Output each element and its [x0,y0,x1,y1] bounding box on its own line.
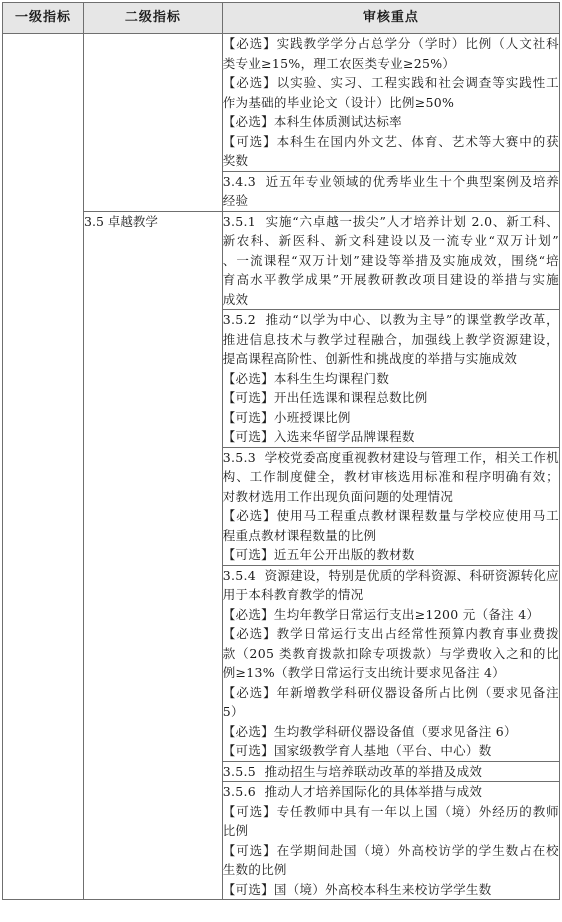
focus-line: 3.5.5 推动招生与培养联动改革的举措及成效 [222,763,483,779]
focus-line: 5） [222,704,244,719]
focus-line: 构、工作制度健全，教材审核选用标准和程序明确有效； [222,469,559,484]
audit-table [2,2,560,900]
table-row [3,211,560,310]
focus-line: 【必选】生均年教学日常运行支出≥1200 元（备注 4） [222,606,540,622]
focus-line: 【可选】国（境）外高校本科生来校访学学生数 [222,881,492,897]
focus-line: 【必选】年新增教学科研仪器设备所占比例（要求见备注 [222,684,559,700]
focus-line: 提高课程高阶性、创新性和挑战度的举措与实施成效 [222,351,518,366]
table-row [3,34,560,172]
level2-cell [84,34,223,212]
focus-line: 【必选】生均教学科研仪器设备值（要求见备注 6） [222,723,517,739]
focus-line: 【可选】本科生在国内外文艺、体育、艺术等大赛中的获 [222,133,559,149]
focus-cell [222,447,559,565]
focus-line: 【必选】本科生生均课程门数 [222,370,390,386]
focus-line: 3.4.3 近五年专业领域的优秀毕业生十个典型案例及培养 [222,173,559,189]
focus-line: 比例 [222,823,249,838]
focus-line: 3.5.1 实施“六卓越一拔尖”人才培养计划 2.0、新工科、 [222,213,559,229]
focus-line: 【可选】专任教师中具有一年以上国（境）外经历的教师 [222,803,559,819]
header-focus: 审核重点 [222,3,559,34]
focus-line: 【必选】教学日常运行支出占经常性预算内教育事业费拨 [222,626,559,641]
focus-line: 【必选】使用马工程重点教材课程数量与学校应使用马工 [222,508,559,523]
focus-line: 推进信息技术与教学过程融合，加强线上教学资源建设， [222,331,559,347]
focus-line: 【可选】国家级教学育人基地（平台、中心）数 [222,743,492,758]
focus-cell [222,211,559,310]
focus-cell [222,761,559,782]
focus-line: 类专业≥15%，理工农医类专业≥25%） [222,55,456,71]
focus-line: 【必选】本科生体质测试达标率 [222,114,402,129]
focus-line: 新农科、新医科、新文科建设以及一流专业“双万计划” [222,233,559,248]
table-body [3,34,560,900]
focus-cell [222,171,559,211]
focus-line: 生数的比例 [222,862,287,877]
header-level1: 一级指标 [3,3,84,34]
focus-line: 【可选】入选来华留学品牌课程数 [222,429,415,444]
focus-line: 3.5.3 学校党委高度重视教材建设与管理工作，相关工作机 [222,449,559,465]
focus-cell [222,310,559,448]
level2-cell: 3.5 卓越教学 [84,211,223,900]
header-level2: 二级指标 [84,3,223,34]
focus-line: 育高水平教学成果”开展教研教改项目建设的举措与实施 [222,272,559,287]
focus-line: 成效 [222,291,249,307]
focus-line: 程重点教材课程数量的比例 [222,527,377,543]
focus-line: 款（205 类教育拨款扣除专项拨款）与学费收入之和的比 [222,645,559,661]
focus-line: 3.5.4 资源建设，特别是优质的学科资源、科研资源转化应 [222,567,559,583]
focus-line: 【可选】小班授课比例 [222,409,351,425]
focus-line: 用于本科教育教学的情况 [222,587,364,602]
focus-line: 对教材选用工作出现负面问题的处理情况 [222,488,454,504]
focus-cell [222,34,559,172]
focus-line: 经验 [222,193,249,208]
focus-cell [222,782,559,900]
focus-line: 3.5.6 推动人才培养国际化的具体举措与成效 [222,784,483,799]
level1-cell [3,34,84,900]
focus-line: 【可选】在学期间赴国（境）外高校访学的学生数占在校 [222,842,559,858]
focus-line: 3.5.2 推动“以学为中心、以教为主导”的课堂教学改革， [222,312,559,327]
focus-line: 【可选】近五年公开出版的教材数 [222,547,415,562]
table-header-row [3,3,560,34]
focus-line: 作为基础的毕业论文（设计）比例≥50% [222,94,455,110]
focus-line: 【可选】开出任选课和课程总数比例 [222,390,428,405]
focus-line: 例≥13%（教学日常运行支出统计要求见备注 4） [222,665,506,680]
focus-line: 【必选】以实验、实习、工程实践和社会调查等实践性工 [222,75,559,90]
focus-line: 【必选】实践教学学分占总学分（学时）比例（人文社科 [222,36,559,51]
focus-line: 、一流课程“双万计划”建设等举措及实施成效，围绕“培 [222,252,559,268]
focus-line: 奖数 [222,153,249,168]
focus-cell [222,565,559,761]
